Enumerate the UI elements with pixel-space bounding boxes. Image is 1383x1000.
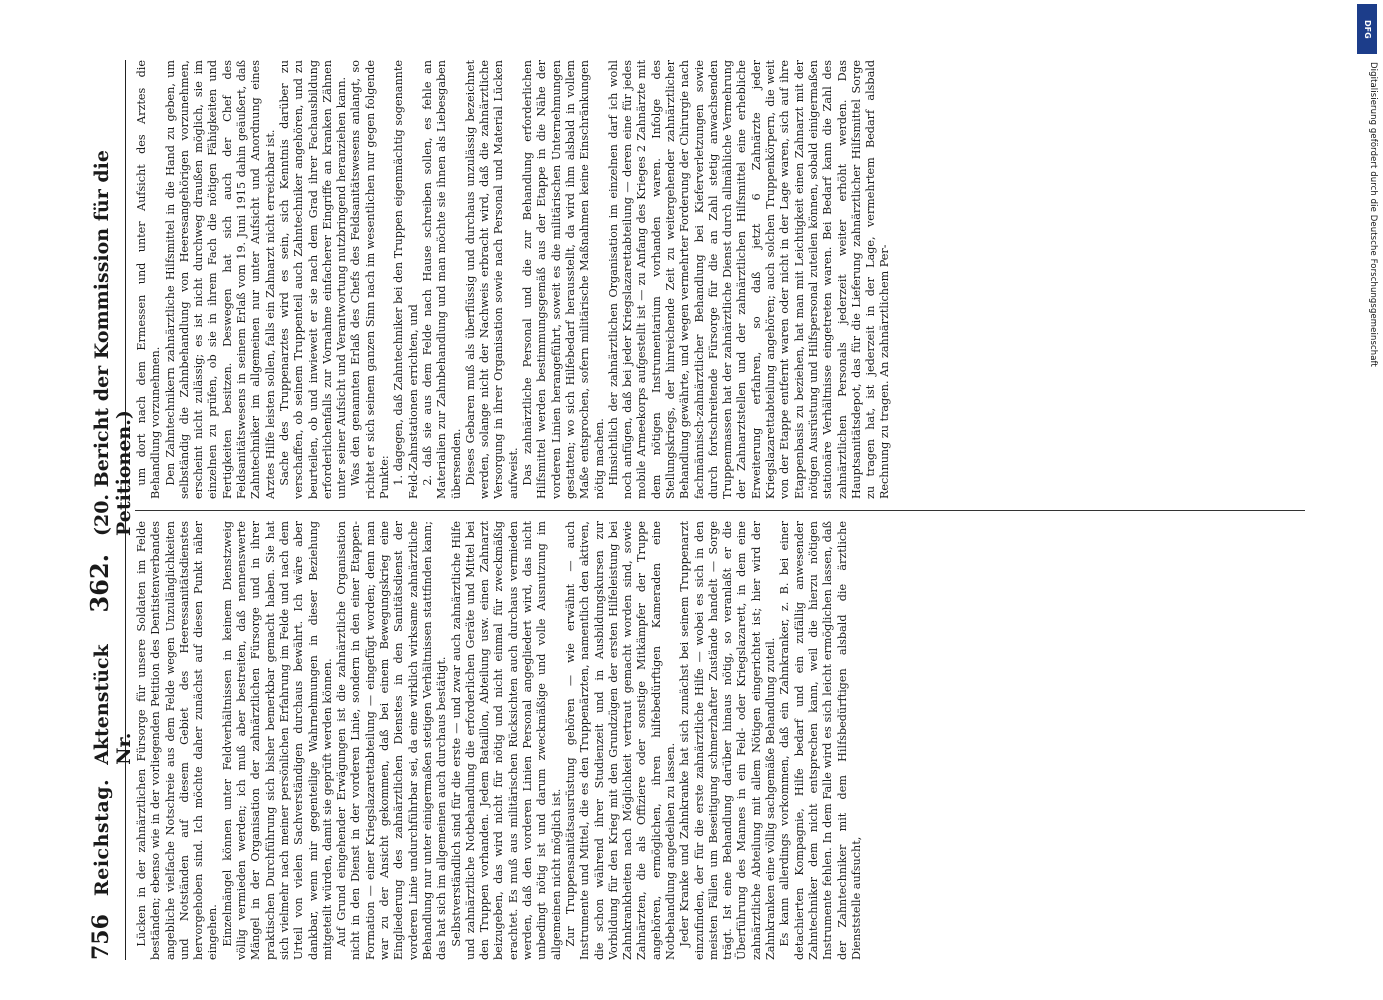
paragraph: Einzelmängel können unter Feldverhältnissen in keinem Dienstzweig völlig vermieden werden; ich muß aber bestreiten, daß nennenswerte Mängel in der Organisation der zahnärztlichen Fürsorge und in ihrer praktischen Durchführung sich bisher bemerkbar gemacht haben. Sie hat sich vielmehr nach meiner persönlichen Erfahrung im Felde und nach dem Urteil von vielen Sachverständigen durchaus bewährt. Ich wäre aber dankbar, wenn mir gegenteilige Wahrnehmungen in dieser Beziehung mitgeteilt würden, damit sie geprüft werden können. <box>220 521 334 960</box>
header-section: (20. Bericht der Kommission für die Petitionen.) <box>91 150 135 536</box>
paragraph: Das zahnärztliche Personal und die zur Behandlung erforderlichen Hilfsmittel werden bestimmungsgemäß aus der Etappe in die Nähe der vorderen Linien herangeführt, soweit es die militärischen Unternehmungen gestatten; wo sich Hilfebedarf herausstellt, da wird ihm alsbald in vollem Maße entsprochen, sofern militärische Maßnahmen keine Einschränkungen nötig machen. <box>521 60 606 499</box>
paragraph: 1. dagegen, daß Zahntechniker bei den Truppen eigenmächtig sogenannte Feld-Zahnstationen errichten, und <box>392 60 420 499</box>
scanned-page-frame <box>60 40 1350 980</box>
paragraph: Jeder Kranke und Zahnkranke hat sich zunächst bei seinem Truppenarzt einzufinden, der für die erste zahnärztliche Hilfe — wobei es sich in den meisten Fällen um Beseitigung schmerzhafter Zustände handelt — Sorge trägt. Ist eine Behandlung darüber hinaus nötig, so veranlaßt er die Überführung des Mannes in ein Feld- oder Kriegslazarett, in dem eine zahnärztliche Abteilung mit allem Nötigen eingerichtet ist; hier wird der Zahnkranken eine völlig sachgemäße Behandlung zuteil. <box>678 521 778 960</box>
column-divider <box>135 510 1305 511</box>
header-publication: Reichstag. <box>91 778 113 897</box>
right-column <box>135 60 1315 499</box>
paragraph: Hinsichtlich der zahnärztlichen Organisation im einzelnen darf ich wohl noch anfügen, daß bei jeder Kriegslazarettabteilung — deren eine für jedes mobile Armeekorps aufgestellt ist — zu Anfang des Krieges 2 Zahnärzte mit dem nötigen Instrumentarium vorhanden waren. Infolge des Stellungskriegs, der hinreichende Zeit zu weitergehender zahnärztlicher Behandlung gewährte, und wegen vermehrter Forderung der Chirurgie nach fachmännisch-zahnärztlicher Behandlung bei Kieferverletzungen sowie durch fortschreitende Fürsorge für die an Zahl stetig anwachsenden Truppenmassen hat der zahnärztliche Dienst durch allmähliche Vermehrung der Zahnarztstellen und der zahnärztlichen Hilfsmittel eine erhebliche Erweiterung erfahren, so daß jetzt 6 Zahnärzte jeder Kriegslazarettabteilung angehören; auch solchen Truppenkörpern, die weit von der Etappe entfernt waren oder nicht in der Lage waren, sich auf ihre Etappenbasis zu beziehen, hat man mit Leichtigkeit einen Zahnarzt mit der nötigen Ausrüstung und Hilfspersonal zuteilen können, sobald einigermaßen stationäre Verhältnisse eingetreten waren. Bei Bedarf kann die Zahl des zahnärztlichen Personals jederzeit weiter erhöht werden. Das Hauptsanitätsdepot, das für die Lieferung zahnärztlicher Hilfsmittel Sorge zu tragen hat, ist jederzeit in der Lage, vermehrtem Bedarf alsbald Rechnung zu tragen. An zahnärztlichem Per- <box>606 60 892 499</box>
paragraph: Selbstverständlich sind für die erste — und zwar auch zahnärztliche Hilfe und zahnärztliche Notbehandlung die erforderlichen Geräte und Mittel bei den Truppen vorhanden. Jedem Bataillon, Abteilung usw. einen Zahnarzt beizugeben, das wird nicht für nötig und nicht einmal für zweckmäßig erachtet. Es muß aus militärischen Rücksichten auch durchaus vermieden werden, daß den vorderen Linien Personal angegliedert wird, das nicht unbedingt nötig ist und darum zweckmäßige und volle Ausnutzung im allgemeinen nicht möglich ist. <box>449 521 563 960</box>
paragraph: Den Zahntechnikern zahnärztliche Hilfsmittel in die Hand zu geben, um selbständig die Zahnbehandlung von Heeresangehörigen vorzunehmen, erscheint nicht zulässig; es ist nicht durchweg draußen möglich, sie im einzelnen zu prüfen, ob sie in ihrem Fach die nötigen Fähigkeiten und Fertigkeiten besitzen. Deswegen hat sich auch der Chef des Feldsanitätswesens in seinem Erlaß vom 19. Juni 1915 dahin geäußert, daß Zahntechniker im allgemeinen nur unter Aufsicht und Anordnung eines Arztes Hilfe leisten sollen, falls ein Zahnarzt nicht erreichbar ist. <box>163 60 277 499</box>
document-page <box>85 60 1325 960</box>
dfg-logo: DFG <box>1357 4 1377 54</box>
digitization-credit <box>1352 0 1383 1000</box>
paragraph: Lücken in der zahnärztlichen Fürsorge für unsere Soldaten im Felde beständen; ebenso wie in der vorliegenden Petition des Dentistenverbandes angebliche vielfache Notschreie aus dem Felde wegen Unzulänglichkeiten und Notständen auf diesem Gebiet des Heeressanitätsdienstes hervorgehoben sind. Ich möchte daher zunächst auf diesen Punkt näher eingehen. <box>135 521 220 960</box>
paragraph: 2. daß sie aus dem Felde nach Hause schreiben sollen, es fehle an Materialien zur Zahnbehandlung und man möchte sie ihnen als Liebesgaben übersenden. <box>420 60 463 499</box>
page-header <box>85 60 135 960</box>
paragraph: Was den genannten Erlaß des Chefs des Feldsanitätswesens anlangt, so richtet er sich seinem ganzen Sinn nach im wesentlichen nur gegen folgende Punkte: <box>349 60 392 499</box>
paragraph: um dort nach dem Ermessen und unter Aufsicht des Arztes die Behandlung vorzunehmen. <box>135 60 163 499</box>
left-column <box>135 521 1315 960</box>
paragraph: Zur Truppensanitätsausrüstung gehören — wie erwähnt — auch Instrumente und Mittel, die es den Truppenärzten, namentlich den aktiven, die schon während ihrer Studienzeit und in Ausbildungskursen zur Vorbildung für den Krieg mit den Grundzügen der ersten Hilfeleistung bei Zahnkrankheiten nach Möglichkeit vertraut gemacht worden sind, sowie Zahnärzten, die als Offiziere oder sonstige Mitkämpfer der Truppe angehören, ermöglichen, ihren hilfebedürftigen Kameraden eine Notbehandlung angedeihen zu lassen. <box>563 521 677 960</box>
paragraph: Sache des Truppenarztes wird es sein, sich Kenntnis darüber zu verschaffen, ob seinem Truppenteil auch Zahntechniker angehören, und zu beurteilen, ob und inwieweit er sie nach dem Grad ihrer Fachausbildung erforderlichenfalls zur Vornahme einfacherer Eingriffe an kranken Zähnen unter seiner Aufsicht und Verantwortung nutzbringend heranziehen kann. <box>277 60 349 499</box>
paragraph: Auf Grund eingehender Erwägungen ist die zahnärztliche Organisation nicht in den Dienst in der vorderen Linie, sondern in den einer Etappen-Formation — einer Kriegslazarettabteilung — eingefügt worden; denn man war zu der Ansicht gekommen, daß bei einem Bewegungskrieg eine Eingliederung des zahnärztlichen Dienstes in den Sanitätsdienst der vorderen Linie undurchführbar sei, da eine wirklich wirksame zahnärztliche Behandlung nur unter einigermaßen stetigen Verhältnissen stattfinden kann; das hat sich im allgemeinen auch durchaus bestätigt. <box>335 521 449 960</box>
page-number: 756 <box>88 914 114 960</box>
credit-text: Digitalisierung gefördert durch die Deutsche Forschungsgemeinschaft <box>1368 62 1378 367</box>
header-document-number: 362. <box>85 554 114 613</box>
header-document-label: Aktenstück Nr. <box>91 644 135 765</box>
paragraph: Dieses Gebaren muß als überflüssig und durchaus unzulässig bezeichnet werden, solange nicht der Nachweis erbracht wird, daß die zahnärztliche Versorgung in ihrer Organisation sowie nach Personal und Material Lücken aufweist. <box>463 60 520 499</box>
paragraph: Es kann allerdings vorkommen, daß ein Zahnkranker, z. B. bei einer detachierten Kompagnie, Hilfe bedarf und ein zufällig anwesender Zahntechniker dem nicht entsprechen kann, weil die hierzu nötigen Instrumente fehlen. In dem Falle wird es sich leicht ermöglichen lassen, daß der Zahntechniker mit dem Hilfsbedürftigen alsbald die ärztliche Dienststelle aufsucht, <box>778 521 863 960</box>
